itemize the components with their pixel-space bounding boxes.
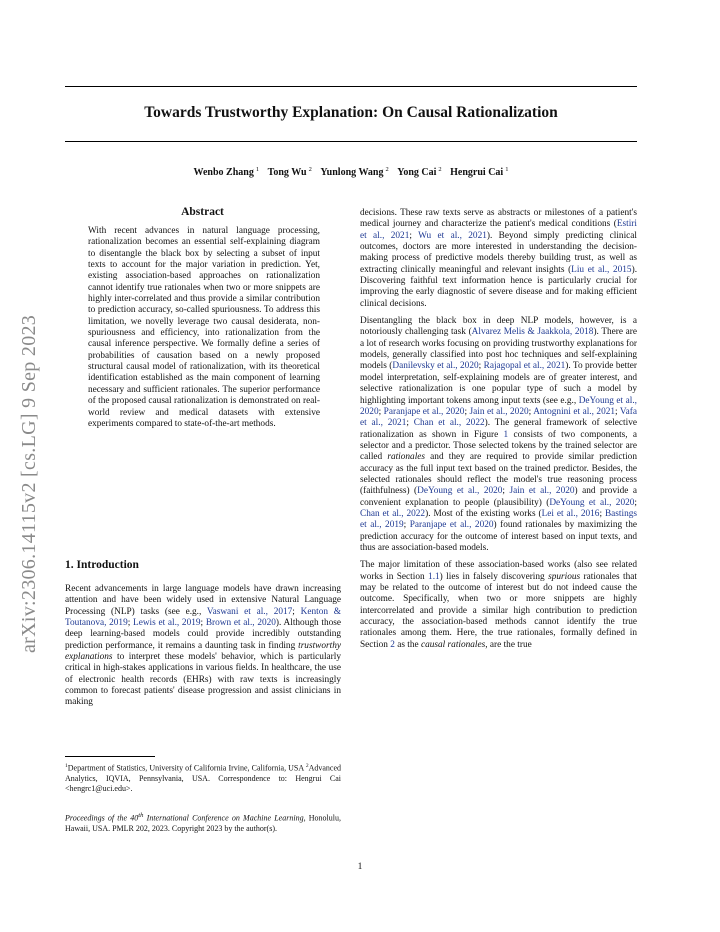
citation-link[interactable]: Paranjape et al., 2020 <box>383 406 465 417</box>
arxiv-side-label: arXiv:2306.14115v2 [cs.LG] 9 Sep 2023 <box>18 314 40 653</box>
citation-link[interactable]: Vaswani et al., 2017 <box>206 606 293 617</box>
citation-link[interactable]: Liu et al., 2015 <box>571 264 632 275</box>
footnote-rule <box>65 756 155 757</box>
citation-link[interactable]: Bastings et al., 2019 <box>360 508 637 531</box>
citation-link[interactable]: Paranjape et al., 2020 <box>409 520 494 531</box>
body-paragraph: Disentangling the black box in deep NLP models, however, is a notoriously challenging task (Alvarez Melis & Jaakkola, 2018). There are a lot of research works focusing on providing trustworthy explanations for models, generally classified into post hoc techniques and self-explaining models (Danilevsky et al., 2020; Rajagopal et al., 2021). To provide better model interpretation, self-explaining models are of greater interest, and selective rationalization is one popular type of such a model by highlighting important tokens among input texts (see e.g., DeYoung et al., 2020; Paranjape et al., 2020; Jain et al., 2020; Antognini et al., 2021; Vafa et al., 2021; Chan et al., 2022). The general framework of selective rationalization as shown in Figure 1 consists of two components, a selector and a predictor. Those selected tokens by the trained selector are called rationales and they are required to provide similar prediction accuracy as the full input text based on the trained predictor. Besides, the selected rationales should reflect the model's true reasoning process (faithfulness) (DeYoung et al., 2020; Jain et al., 2020) and provide a convenient explanation to people (plausibility) (DeYoung et al., 2020; Chan et al., 2022). Most of the existing works (Lei et al., 2016; Bastings et al., 2019; Paranjape et al., 2020) found rationales by maximizing the prediction accuracy for the outcome of interest based on input texts, and thus are association-based models. <box>360 316 638 553</box>
right-column-text <box>360 208 637 651</box>
body-paragraph: The major limitation of these association-based works (also see related works in Section 1.1) lies in falsely discovering spurious rationales that may be related to the outcome of interest but do not indeed cause the outcome. Specifically, when two or more snippets are highly intercorrelated and provide a similar high contribution to prediction accuracy, the association-based methods cannot identify the true rationales among them. Here, the true rationales, formally defined in Section 2 as the causal rationales, are the true <box>360 560 637 650</box>
citation-link[interactable]: DeYoung et al., 2020 <box>417 486 503 497</box>
author: Wenbo Zhang $^1$ <box>193 166 260 178</box>
section-heading-introduction: 1. Introduction <box>65 559 139 571</box>
figure-ref-link[interactable]: 1 <box>503 429 509 440</box>
citation-link[interactable]: Lei et al., 2016 <box>541 508 600 519</box>
author-list <box>65 166 637 178</box>
citation-link[interactable]: Vafa et al., 2021 <box>360 406 637 429</box>
title-bottom-rule <box>65 141 637 142</box>
author: Tong Wu $^2$ <box>267 166 312 178</box>
author: Yunlong Wang $^2$ <box>320 166 389 178</box>
citation-link[interactable]: DeYoung et al., 2020 <box>360 395 638 417</box>
proceedings-note: Proceedings of the 40th International Conference on Machine Learning, Honolulu, Hawaii, USA. PMLR 202, 2023. Copyright 2023 by the author(s). <box>65 812 341 833</box>
citation-link[interactable]: DeYoung et al., 2020 <box>549 497 635 508</box>
abstract-paragraph: With recent advances in natural language processing, rationalization becomes an essential self-explaining diagram to disentangle the black box by selecting a subset of input texts to account for the major variation in prediction. Yet, existing association-based approaches on rationalization cannot identify true rationales when two or more snippets are highly inter-correlated and thus provide a similar contribution to prediction accuracy, so-called spuriousness. To address this limitation, we novelly leverage two causal desiderata, non-spuriousness and efficiency, into rationalization from the causal inference perspective. We formally define a series of probabilities of causation based on a newly proposed structural causal model of rationalization, with its theoretical identification established as the main component of learning necessary and sufficient rationales. The superior performance of the proposed causal rationalization is demonstrated on real-world review and medical datasets with extensive experiments compared to state-of-the-art methods. <box>88 226 320 429</box>
citation-link[interactable]: Alvarez Melis & Jaakkola, 2018 <box>471 327 594 338</box>
citation-link[interactable]: Jain et al., 2020 <box>509 486 575 497</box>
citation-link[interactable]: Kenton & Toutanova, 2019 <box>65 606 341 629</box>
introduction-text <box>65 584 341 709</box>
citation-link[interactable]: Wu et al., 2021 <box>418 230 487 241</box>
citation-link[interactable]: Chan et al., 2022 <box>360 508 426 519</box>
citation-link[interactable]: Antognini et al., 2021 <box>533 406 616 417</box>
paper-title: Towards Trustworthy Explanation: On Causal Rationalization <box>144 104 558 121</box>
body-paragraph: decisions. These raw texts serve as abstracts or milestones of a patient's medical journey and characterize the patient's medical conditions (Estiri et al., 2021; Wu et al., 2021). Beyond simply predicting clinical outcomes, doctors are more interested in understanding the decision-making process of predictive models thereby building trust, as well as extracting clinically meaningful and relevant insights (Liu et al., 2015). Discovering faithful text information hence is particularly crucial for improving the early diagnostic of severe disease and for making efficient clinical decisions. <box>360 208 638 309</box>
citation-link[interactable]: Danilevsky et al., 2020 <box>392 361 479 372</box>
citation-link[interactable]: Jain et al., 2020 <box>469 406 529 417</box>
abstract-text <box>88 226 320 430</box>
citation-link[interactable]: Lewis et al., 2019 <box>133 618 201 629</box>
top-rule <box>65 86 637 87</box>
affiliation-footnote: $^1$Department of Statistics, University of California Irvine, California, USA $^2$Advanced Analytics, IQVIA, Pennsylvania, USA. Correspondence to: Hengrui Cai <hengrc1@uci.edu>. <box>65 763 341 793</box>
author: Hengrui Cai $^1$ <box>450 166 509 178</box>
page-number: 1 <box>357 862 363 872</box>
citation-link[interactable]: Rajagopal et al., 2021 <box>483 361 566 372</box>
abstract-heading: Abstract <box>181 206 224 218</box>
citation-link[interactable]: Estiri et al., 2021 <box>360 219 637 241</box>
author: Yong Cai $^2$ <box>397 166 442 178</box>
intro-paragraph: Recent advancements in large language models have drawn increasing attention and have been widely used in extensive Natural Language Processing (NLP) tasks (see e.g., Vaswani et al., 2017; Kenton & Toutanova, 2019; Lewis et al., 2019; Brown et al., 2020). Although those deep learning-based models could provide incredibly outstanding prediction performance, it remains a daunting task in finding trustworthy explanations to interpret these models' behavior, which is particularly critical in high-stakes applications in various fields. In healthcare, the use of electronic health records (EHRs) with raw texts is increasingly common to forecast patients' disease progression and assist clinicians in making <box>65 584 341 708</box>
section-ref-link[interactable]: 1.1 <box>428 571 440 582</box>
citation-link[interactable]: Brown et al., 2020 <box>205 618 276 629</box>
citation-link[interactable]: Chan et al., 2022 <box>413 418 485 429</box>
section-ref-link[interactable]: 2 <box>390 639 395 650</box>
